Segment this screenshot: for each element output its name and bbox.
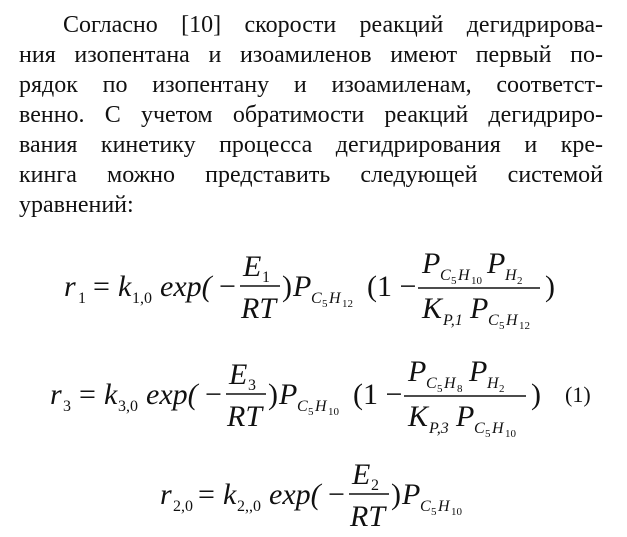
eq-subscript: 1,0: [132, 290, 152, 307]
eq-subscript: 1: [262, 269, 270, 286]
paragraph-line: венно. С учетом обратимости реакций дегидриро-: [19, 102, 603, 128]
eq-symbol: P: [402, 478, 421, 511]
eq-subscript: 5: [431, 506, 437, 518]
eq-numerator: E: [243, 250, 262, 283]
eq-operator: =: [79, 378, 96, 411]
eq-subscript: 2: [371, 477, 379, 494]
equation-r3: [50, 355, 591, 440]
eq-denominator: RT: [241, 292, 277, 325]
paragraph-line: рядок по изопентану и изоамиленам, соответст-: [19, 72, 603, 98]
eq-operator: −: [328, 478, 345, 511]
eq-subscript: 5: [308, 406, 314, 418]
eq-symbol: P: [456, 400, 475, 433]
eq-subscript: H: [438, 498, 450, 515]
eq-paren: (1 −: [367, 270, 417, 303]
eq-subscript: 2: [499, 383, 505, 395]
eq-subscript: 5: [451, 275, 457, 287]
eq-symbol: P: [422, 247, 441, 280]
eq-operator: =: [93, 270, 110, 303]
eq-subscript: C: [488, 312, 499, 329]
eq-subscript: 3: [248, 377, 256, 394]
eq-subscript: 10: [505, 428, 516, 440]
eq-subscript: 3: [63, 398, 71, 415]
eq-subscript: P,3: [429, 420, 449, 437]
eq-function: exp(: [269, 478, 321, 511]
equation-r1: [64, 247, 555, 332]
eq-subscript: H: [444, 375, 456, 392]
eq-paren: ): [268, 378, 278, 411]
paragraph-line: уравнений:: [19, 192, 134, 218]
eq-operator: −: [205, 378, 222, 411]
eq-subscript: C: [440, 267, 451, 284]
eq-subscript: 5: [437, 383, 443, 395]
eq-subscript: 5: [485, 428, 491, 440]
eq-symbol: r: [64, 270, 76, 303]
eq-subscript: C: [311, 290, 322, 307]
eq-numerator: E: [229, 358, 248, 391]
eq-subscript: 10: [451, 506, 462, 518]
eq-subscript: H: [329, 290, 341, 307]
eq-subscript: H: [315, 398, 327, 415]
eq-subscript: H: [505, 267, 517, 284]
eq-paren: ): [545, 270, 555, 303]
eq-symbol: P: [293, 270, 312, 303]
eq-subscript: 10: [471, 275, 482, 287]
eq-function: exp(: [160, 270, 212, 303]
eq-symbol: K: [408, 400, 429, 433]
eq-subscript: H: [492, 420, 504, 437]
eq-subscript: 2,0: [173, 498, 193, 515]
eq-symbol: k: [118, 270, 132, 303]
eq-subscript: H: [458, 267, 470, 284]
eq-function: exp(: [146, 378, 198, 411]
eq-symbol: P: [469, 355, 488, 388]
eq-subscript: 5: [322, 298, 328, 310]
eq-paren: ): [531, 378, 541, 411]
eq-subscript: C: [420, 498, 431, 515]
eq-numerator: E: [352, 458, 371, 491]
eq-denominator: RT: [350, 500, 386, 533]
eq-subscript: C: [297, 398, 308, 415]
paragraph-line: кинга можно представить следующей системой: [19, 162, 603, 188]
eq-subscript: 10: [328, 406, 339, 418]
eq-symbol: r: [160, 478, 172, 511]
eq-paren: ): [391, 478, 401, 511]
eq-subscript: 2,,0: [237, 498, 261, 515]
eq-symbol: k: [104, 378, 118, 411]
eq-subscript: 1: [78, 290, 86, 307]
eq-symbol: k: [223, 478, 237, 511]
eq-subscript: H: [487, 375, 499, 392]
eq-operator: =: [198, 478, 215, 511]
eq-denominator: RT: [227, 400, 263, 433]
eq-symbol: P: [470, 292, 489, 325]
eq-operator: −: [219, 270, 236, 303]
paragraph-line: Согласно [10] скорости реакций дегидрирова-: [63, 12, 603, 38]
eq-subscript: 8: [457, 383, 463, 395]
eq-symbol: r: [50, 378, 62, 411]
paragraph-line: ния изопентана и изоамиленов имеют первый по-: [19, 42, 603, 68]
eq-symbol: K: [422, 292, 443, 325]
eq-subscript: 5: [499, 320, 505, 332]
eq-paren: (1 −: [353, 378, 403, 411]
eq-subscript: 3,0: [118, 398, 138, 415]
eq-symbol: P: [487, 247, 506, 280]
eq-subscript: C: [426, 375, 437, 392]
eq-subscript: 12: [342, 298, 353, 310]
equation-number: (1): [565, 382, 591, 407]
equation-r2: [160, 458, 463, 533]
eq-paren: ): [282, 270, 292, 303]
eq-symbol: P: [279, 378, 298, 411]
eq-subscript: H: [506, 312, 518, 329]
eq-subscript: 2: [517, 275, 523, 287]
eq-subscript: 12: [519, 320, 530, 332]
paragraph-line: вания кинетику процесса дегидрирования и кре-: [19, 132, 603, 158]
eq-subscript: C: [474, 420, 485, 437]
eq-symbol: P: [408, 355, 427, 388]
eq-subscript: P,1: [443, 312, 463, 329]
